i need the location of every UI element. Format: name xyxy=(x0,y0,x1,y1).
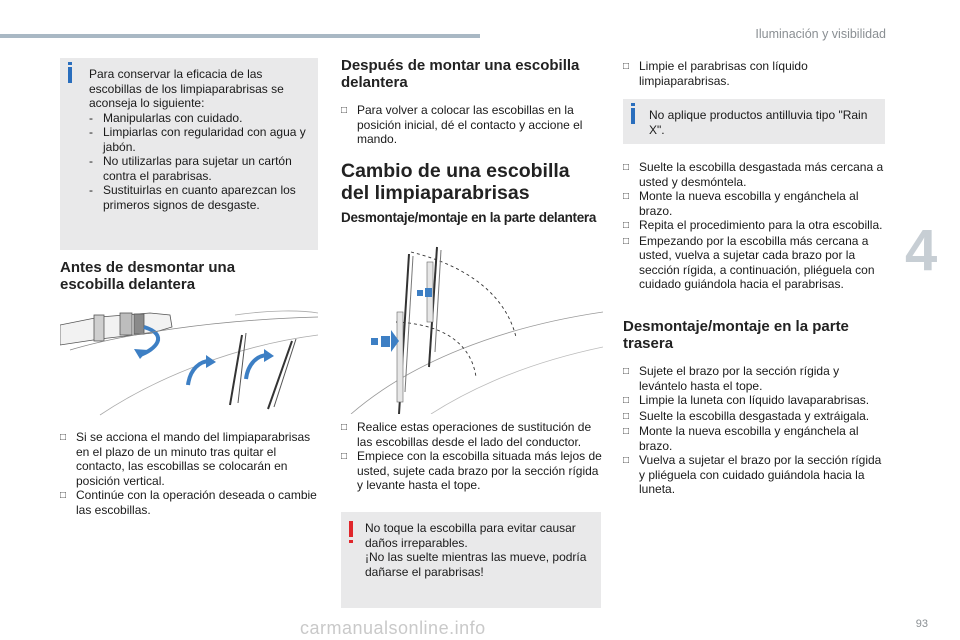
list-item: □ Limpie el parabrisas con líquido limpiaparabrisas. xyxy=(623,59,808,88)
info-icon xyxy=(68,67,72,83)
clean-list xyxy=(623,59,885,88)
checkbox-bullet-icon: □ xyxy=(623,426,630,437)
wiper-arm-lift-illustration xyxy=(341,242,603,414)
list-item: □ Repita el procedimiento para la otra escobilla. xyxy=(623,218,883,232)
header-accent-bar xyxy=(0,34,480,38)
warning-note xyxy=(341,512,601,608)
front-removal-list xyxy=(341,420,603,493)
checkbox-bullet-icon: □ xyxy=(623,366,630,377)
checkbox-bullet-icon: □ xyxy=(623,455,630,466)
warning-icon xyxy=(349,521,353,537)
checkbox-bullet-icon: □ xyxy=(341,422,348,433)
list-item: □ Monte la nueva escobilla y engánchela al brazo. xyxy=(623,424,859,453)
warning-text: No toque la escobilla para evitar causar daños irreparables. xyxy=(365,521,576,550)
wiper-stalk-illustration xyxy=(60,305,318,425)
list-item: □ Continúe con la operación deseada o cambie las escobillas. xyxy=(60,488,317,517)
list-item: □ Empezando por la escobilla más cercana a usted, vuelva a sujetar cada brazo por la sección rígida, a continuación, pliéguela con cuidado guiándola hacia el parabrisas. xyxy=(623,233,875,291)
page-title: Cambio de una escobilla del limpiaparabrisas xyxy=(341,160,570,204)
note-text: No aplique productos antilluvia tipo "Rain X". xyxy=(649,108,868,137)
list-item: - Sustituirlas en cuanto aparezcan los primeros signos de desgaste. xyxy=(89,183,296,212)
info-icon xyxy=(631,108,635,124)
checkbox-bullet-icon: □ xyxy=(60,490,67,501)
list-item: □ Suelte la escobilla desgastada más cercana a usted y desmóntela. xyxy=(623,160,884,189)
list-item: □ Sujete el brazo por la sección rígida y levántelo hasta el tope. xyxy=(623,364,840,393)
list-item: - Manipularlas con cuidado. xyxy=(89,110,243,125)
watermark: carmanualsonline.info xyxy=(300,618,486,638)
heading-before-removal: Antes de desmontar una escobilla delantera xyxy=(60,259,236,293)
heading-rear: Desmontaje/montaje en la parte trasera xyxy=(623,318,849,352)
checkbox-bullet-icon: □ xyxy=(623,191,630,202)
list-item: □ Suelte la escobilla desgastada y extráigala. xyxy=(623,408,870,423)
checkbox-bullet-icon: □ xyxy=(623,410,630,422)
heading-after-fitting: Después de montar una escobilla delantera xyxy=(341,57,580,91)
before-removal-list xyxy=(60,430,322,517)
list-item: - No utilizarlas para sujetar un cartón contra el parabrisas. xyxy=(89,154,292,183)
checkbox-bullet-icon: □ xyxy=(623,162,630,173)
list-item: □ Si se acciona el mando del limpiaparabrisas en el plazo de un minuto tras quitar el contacto, las escobillas se colocarán en posición vertical. xyxy=(60,430,311,488)
chapter-number: 4 xyxy=(905,218,938,283)
checkbox-bullet-icon: □ xyxy=(341,105,348,116)
list-item: □ Para volver a colocar las escobillas en la posición inicial, dé el contacto y accione el mando. xyxy=(341,103,583,146)
page-number: 93 xyxy=(915,618,928,630)
list-item: - Limpiarlas con regularidad con agua y jabón. xyxy=(89,125,306,154)
checkbox-bullet-icon: □ xyxy=(623,61,630,72)
replace-list xyxy=(623,160,885,292)
subheading-front: Desmontaje/montaje en la parte delantera xyxy=(341,210,597,225)
checkbox-bullet-icon: □ xyxy=(623,220,630,231)
list-item: □ Realice estas operaciones de sustitución de las escobillas desde el lado del conductor. xyxy=(341,420,592,449)
checkbox-bullet-icon: □ xyxy=(341,451,348,462)
section-title: Iluminación y visibilidad xyxy=(755,27,886,41)
list-item: □ Vuelva a sujetar el brazo por la sección rígida y pliéguela con cuidado guiándola hacia la luneta. xyxy=(623,453,882,496)
after-fitting-list xyxy=(341,103,603,147)
info-note-rainx xyxy=(623,99,885,144)
info-note-care xyxy=(60,58,318,250)
list-item: □ Limpie la luneta con líquido lavaparabrisas. xyxy=(623,393,870,407)
note-intro: Para conservar la eficacia de las escobillas de los limpiaparabrisas se aconseja lo siguiente: xyxy=(89,67,284,110)
checkbox-bullet-icon: □ xyxy=(623,395,630,406)
list-item: □ Empiece con la escobilla situada más lejos de usted, sujete cada brazo por la sección rígida y levante hasta el tope. xyxy=(341,449,602,492)
checkbox-bullet-icon: □ xyxy=(60,432,67,443)
list-item: □ Monte la nueva escobilla y engánchela al brazo. xyxy=(623,189,859,218)
rear-list xyxy=(623,364,885,497)
checkbox-bullet-icon: □ xyxy=(623,235,630,247)
warning-text: ¡No las suelte mientras las mueve, podría dañarse el parabrisas! xyxy=(365,550,587,579)
